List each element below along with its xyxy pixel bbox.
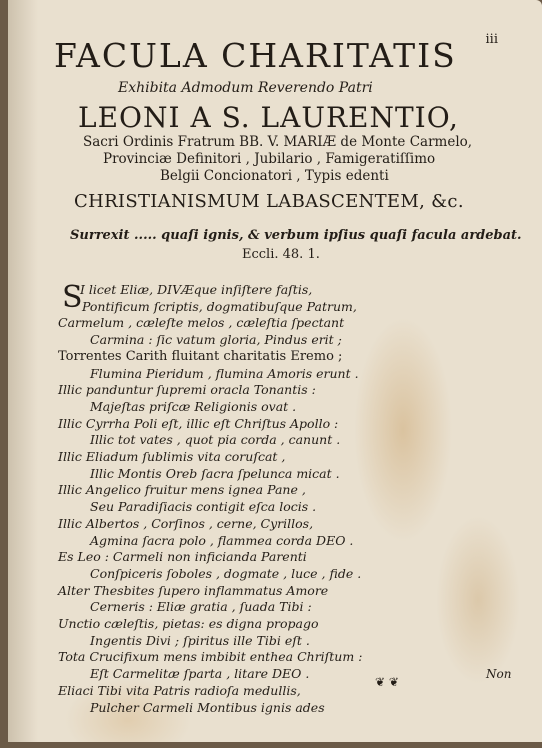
epigraph-quote: Surrexit ..... quaſi ignis, & verbum ipſius quaſi facula ardebat.: [70, 228, 522, 243]
poem-line: Flumina Pieridum , flumina Amoris erunt .: [90, 365, 359, 381]
poem-line: Carmina : ſic vatum gloria, Pindus erit ;: [90, 332, 342, 348]
poem-line: Tota Crucifixum mens imbibit enthea Chriſtum :: [58, 649, 363, 665]
poem-line: Es Leo : Carmeli non inficianda Parenti: [58, 549, 307, 565]
dedication-line: Exhibita Admodum Reverendo Patri: [118, 80, 373, 96]
catchword: Non: [486, 667, 512, 681]
book-page: [8, 0, 542, 742]
poem-line: Alter Thesbites ſupero inflammatus Amore: [58, 582, 329, 598]
poem-line: Illic Albertos , Corſinos , cerne, Cyrillos,: [58, 515, 314, 531]
poem-line: Agmina ſacra polo , flammea corda DEO .: [90, 532, 354, 548]
page-number: iii: [485, 32, 498, 47]
epigraph-reference: Eccli. 48. 1.: [242, 247, 320, 262]
poem-line: Pulcher Carmeli Montibus ignis ades: [90, 699, 325, 715]
poem-line: Illic Cyrrha Poli eſt, illic eſt Chriſtus Apollo :: [58, 415, 339, 431]
poem-line: Illic tot vates , quot pia corda , canunt .: [90, 432, 341, 448]
dedicatee-title-line-1: Sacri Ordinis Fratrum BB. V. MARIÆ de Monte Carmelo,: [83, 134, 473, 150]
poem-line: Ingentis Divi ; ſpiritus ille Tibi eſt .: [90, 632, 310, 648]
drop-cap: S: [62, 280, 83, 315]
poem-line: Cerneris : Eliæ gratia , ſuada Tibi :: [90, 599, 312, 615]
poem-line: Illic Eliadum ſublimis vita coruſcat ,: [58, 449, 286, 464]
page-title: FACULA CHARITATIS: [54, 36, 457, 75]
poem-line: Illic Angelico fruitur mens ignea Pane ,: [58, 482, 306, 498]
poem-line: Illic panduntur ſupremi oracla Tonantis :: [58, 382, 316, 398]
signature-marks: ❦ ❦: [375, 675, 399, 689]
poem-line: Torrentes Carith fluitant charitatis Eremo ;: [58, 348, 343, 364]
poem-body: [8, 0, 542, 742]
poem-line: Seu Paradiſiacis contigit eſca locis .: [90, 499, 317, 515]
poem-line: Unctio cæleſtis, pietas: es digna propago: [58, 616, 319, 631]
dedicatee-title-line-3: Belgii Concionatori , Typis edenti: [160, 168, 389, 184]
dedicatee-name: LEONI A S. LAURENTIO,: [78, 101, 459, 134]
dedicatee-title-line-2: Provinciæ Definitori , Jubilario , Famigeratiſſimo: [103, 151, 436, 167]
poem-line: Eliaci Tibi vita Patris radioſa medullis,: [58, 682, 301, 698]
poem-line: Eſt Carmelitæ ſparta , litare DEO .: [90, 666, 310, 682]
work-title: CHRISTIANISMUM LABASCENTEM, &c.: [74, 191, 464, 212]
poem-line: Pontificum ſcriptis, dogmatibuſque Patrum,: [82, 298, 357, 314]
poem-line: Majeſtas priſcæ Religionis ovat .: [90, 398, 297, 414]
poem-line: Illic Montis Oreb ſacra ſpelunca micat .: [90, 465, 340, 481]
poem-line: Conſpiceris ſoboles , dogmate , luce , fide .: [90, 565, 362, 581]
poem-line: I licet Eliæ, DIVÆque inſiſtere faſtis,: [80, 282, 313, 297]
poem-line: Carmelum , cæleſte melos , cæleſtia ſpectant: [58, 315, 345, 331]
